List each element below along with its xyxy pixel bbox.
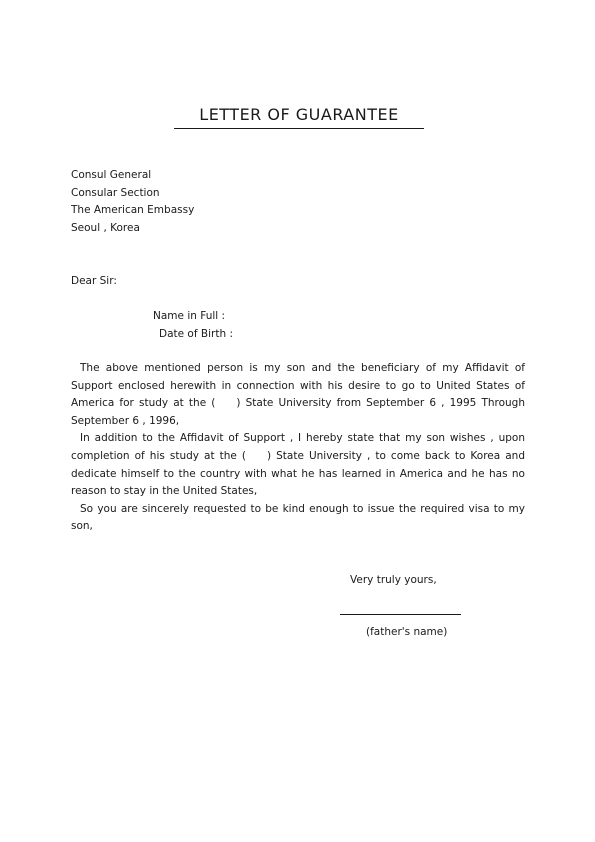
letter-body bbox=[71, 360, 525, 536]
signature-caption: (father's name) bbox=[366, 626, 448, 638]
recipient-line: Seoul , Korea bbox=[71, 221, 140, 234]
recipient-line: Consul General bbox=[71, 169, 152, 181]
recipient-line: The American Embassy bbox=[71, 204, 195, 217]
page-title: LETTER OF GUARANTEE bbox=[199, 105, 399, 124]
body-paragraph: The above mentioned person is my son and the beneficiary of my Affidavit of Support enclosed herewith in connection with his desire to go to United States of America for study at the ( ) State University from September 6 , 1995 Through September 6 , 1996, bbox=[71, 362, 525, 427]
date-of-birth-label: Date of Birth : bbox=[159, 327, 233, 340]
recipient-line: Consular Section bbox=[71, 186, 160, 199]
signature-line bbox=[340, 614, 461, 615]
title-underline bbox=[174, 128, 424, 129]
applicant-fields bbox=[153, 308, 233, 343]
name-in-full-label: Name in Full : bbox=[153, 310, 226, 322]
closing-phrase: Very truly yours, bbox=[350, 574, 437, 586]
salutation: Dear Sir: bbox=[71, 275, 117, 287]
recipient-address bbox=[71, 167, 194, 237]
body-paragraph: In addition to the Affidavit of Support , I hereby state that my son wishes , upon completion of his study at the ( ) State University , to come back to Korea and dedicate himself to the country with what he has learned in America and he has no reason to stay in the United States, bbox=[71, 432, 525, 498]
body-paragraph: So you are sincerely requested to be kind enough to issue the required visa to my son, bbox=[71, 502, 525, 533]
